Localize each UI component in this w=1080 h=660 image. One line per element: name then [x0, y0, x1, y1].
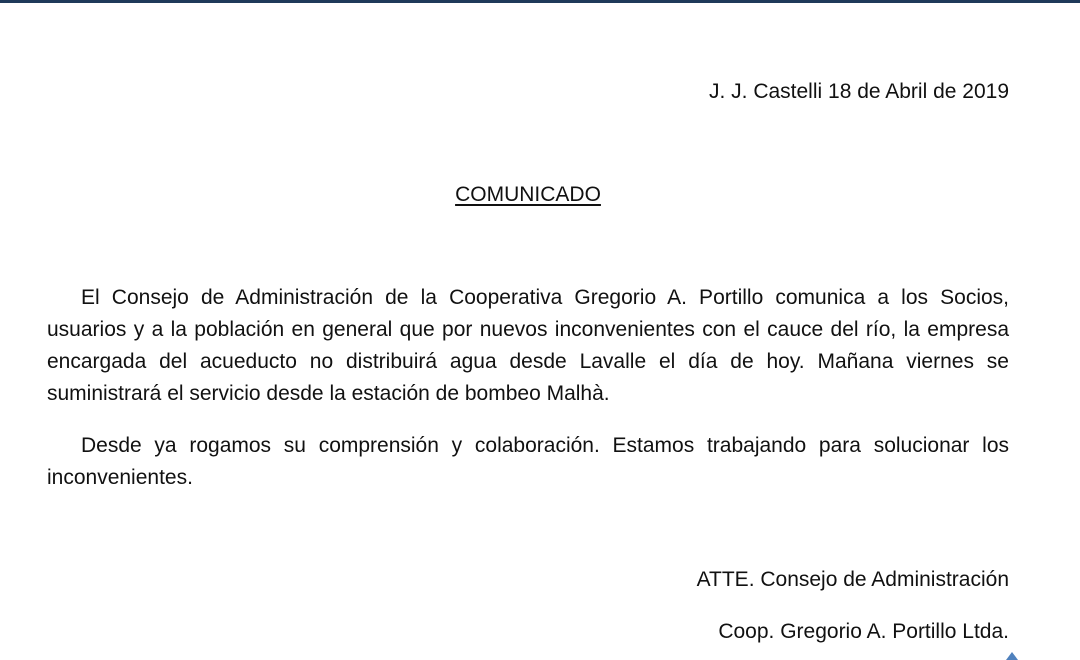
body-paragraph-2: Desde ya rogamos su comprensión y colaboración. Estamos trabajando para solucionar los inconvenientes.: [47, 434, 1009, 489]
document-title: COMUNICADO: [455, 183, 601, 206]
signature-line-1: ATTE. Consejo de Administración: [696, 568, 1009, 591]
date-line: J. J. Castelli 18 de Abril de 2019: [708, 80, 1009, 103]
scroll-up-icon[interactable]: [1006, 652, 1018, 660]
signature-line-2: Coop. Gregorio A. Portillo Ltda.: [718, 620, 1009, 643]
body-paragraph-1: El Consejo de Administración de la Cooperativa Gregorio A. Portillo comunica a los Socios, usuarios y a la población en general que por nuevos inconvenientes con el cauce del río, la empresa encargada del acueducto no distribuirá agua desde Lavalle el día de hoy. Mañana viernes se suministrará el servicio desde la estación de bombeo Malhà.: [47, 286, 1009, 405]
document-page: [47, 0, 1009, 660]
